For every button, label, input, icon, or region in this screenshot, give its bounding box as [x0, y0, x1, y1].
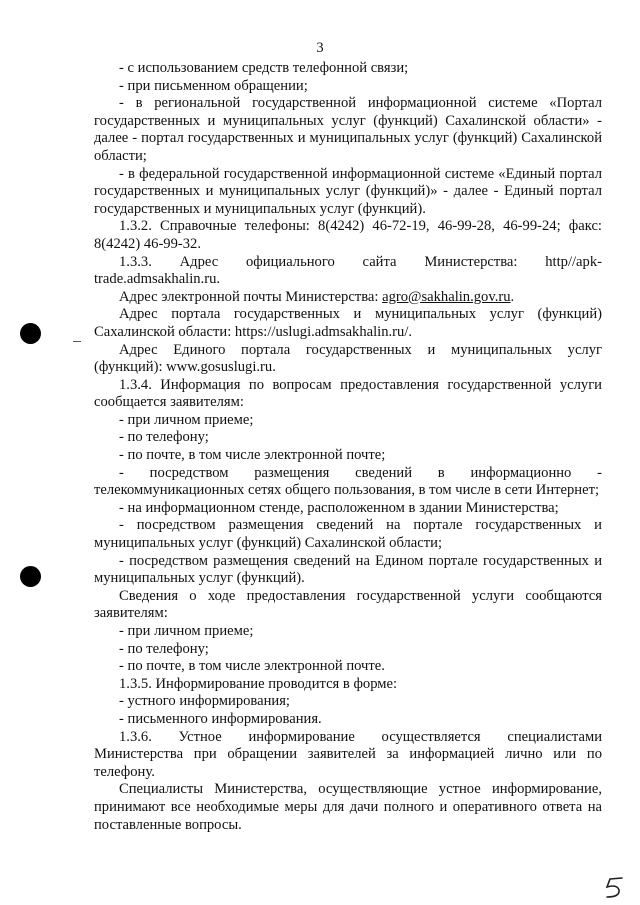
paragraph-text: .	[510, 288, 515, 305]
paragraph-text: - посредством размещения сведений на Едином портале государственных и муниципальных услуг (функций).	[94, 552, 602, 587]
paragraph-text: Адрес Единого портала государственных и муниципальных услуг (функций): www.gosuslugi.ru.	[94, 341, 602, 376]
paragraph	[94, 254, 602, 289]
paragraph-text: - устного информирования;	[119, 693, 290, 710]
paragraph-text: - по почте, в том числе электронной почте.	[119, 658, 385, 675]
paragraph-text: Специалисты Министерства, осуществляющие устное информирование, принимают все необходимые меры для дачи полного и оперативного ответа на поставленные вопросы.	[94, 781, 602, 833]
paragraph-text: - в региональной государственной информационной системе «Портал государственных и муниципальных услуг (функций) Сахалинской области» - далее - портал государственных и муниципальных услуг (функций) Сахалинской области;	[94, 95, 602, 164]
paragraph-text: - с использованием средств телефонной связи;	[119, 60, 409, 76]
paragraph-text: Адрес портала государственных и муниципальных услуг (функций) Сахалинской области: https://uslugi.admsakhalin.ru/.	[94, 306, 602, 340]
paragraph	[94, 78, 602, 96]
paragraph-text: Адрес электронной почты Министерства:	[119, 288, 383, 305]
punch-hole	[20, 323, 41, 344]
handwritten-page-mark	[598, 874, 630, 900]
paragraph-text: - по телефону;	[119, 640, 209, 657]
paragraph	[94, 166, 602, 219]
page-number: 3	[316, 40, 324, 56]
paragraph	[94, 218, 602, 253]
paragraph	[94, 641, 602, 659]
paragraph-text: 1.3.4. Информация по вопросам предоставления государственной услуги сообщается заявителям:	[94, 376, 602, 411]
paragraph	[94, 588, 602, 623]
paragraph-text: - посредством размещения сведений на портале государственных и муниципальных услуг (функций) Сахалинской области;	[94, 517, 602, 552]
paragraph-text: - посредством размещения сведений в информационно - телекоммуникационных сетях общего пользования, в том числе в сети Интернет;	[94, 464, 602, 499]
paragraph-text: - по почте, в том числе электронной почте;	[119, 447, 386, 464]
paragraph-text: 1.3.5. Информирование проводится в форме:	[119, 675, 398, 692]
paragraph	[94, 60, 602, 78]
paragraph	[94, 623, 602, 641]
paragraph-text: 1.3.2. Справочные телефоны: 8(4242) 46-72-19, 46-99-28, 46-99-24; факс: 8(4242) 46-99-32.	[94, 218, 602, 252]
paragraph	[94, 377, 602, 412]
paragraph	[94, 711, 602, 729]
paragraph	[94, 517, 602, 552]
scan-mark	[73, 341, 81, 342]
paragraph	[94, 553, 602, 588]
paragraph-text: - при письменном обращении;	[119, 77, 308, 94]
paragraph-text: Сведения о ходе предоставления государственной услуги сообщаются заявителям:	[94, 587, 602, 622]
paragraph	[94, 289, 602, 307]
paragraph	[94, 95, 602, 165]
paragraph-text: - по телефону;	[119, 429, 209, 446]
paragraph	[94, 412, 602, 430]
paragraph	[94, 781, 602, 834]
paragraph	[94, 729, 602, 782]
paragraph	[94, 693, 602, 711]
paragraph-text: 1.3.3. Адрес официального сайта Министерства: http//apk-trade.admsakhalin.ru.	[94, 253, 602, 288]
paragraph-text: - на информационном стенде, расположенном в здании Министерства;	[119, 499, 559, 516]
paragraph-text: - при личном приеме;	[119, 411, 254, 428]
paragraph	[94, 658, 602, 676]
document-body	[94, 60, 602, 834]
paragraph-text: - письменного информирования.	[119, 710, 322, 727]
paragraph	[94, 447, 602, 465]
paragraph	[94, 500, 602, 518]
paragraph-text: - в федеральной государственной информационной системе «Единый портал государственных и муниципальных услуг (функций)» - далее - Единый портал государственных и муниципальных услуг (функций).	[94, 165, 602, 217]
email-link[interactable]: agro@sakhalin.gov.ru	[382, 288, 511, 305]
paragraph	[94, 465, 602, 500]
paragraph	[94, 306, 602, 341]
paragraph	[94, 429, 602, 447]
paragraph	[94, 676, 602, 694]
punch-hole	[20, 566, 41, 587]
paragraph-text: 1.3.6. Устное информирование осуществляется специалистами Министерства при обращении заявителей за информацией лично или по телефону.	[94, 728, 602, 780]
paragraph	[94, 342, 602, 377]
paragraph-text: - при личном приеме;	[119, 623, 254, 639]
